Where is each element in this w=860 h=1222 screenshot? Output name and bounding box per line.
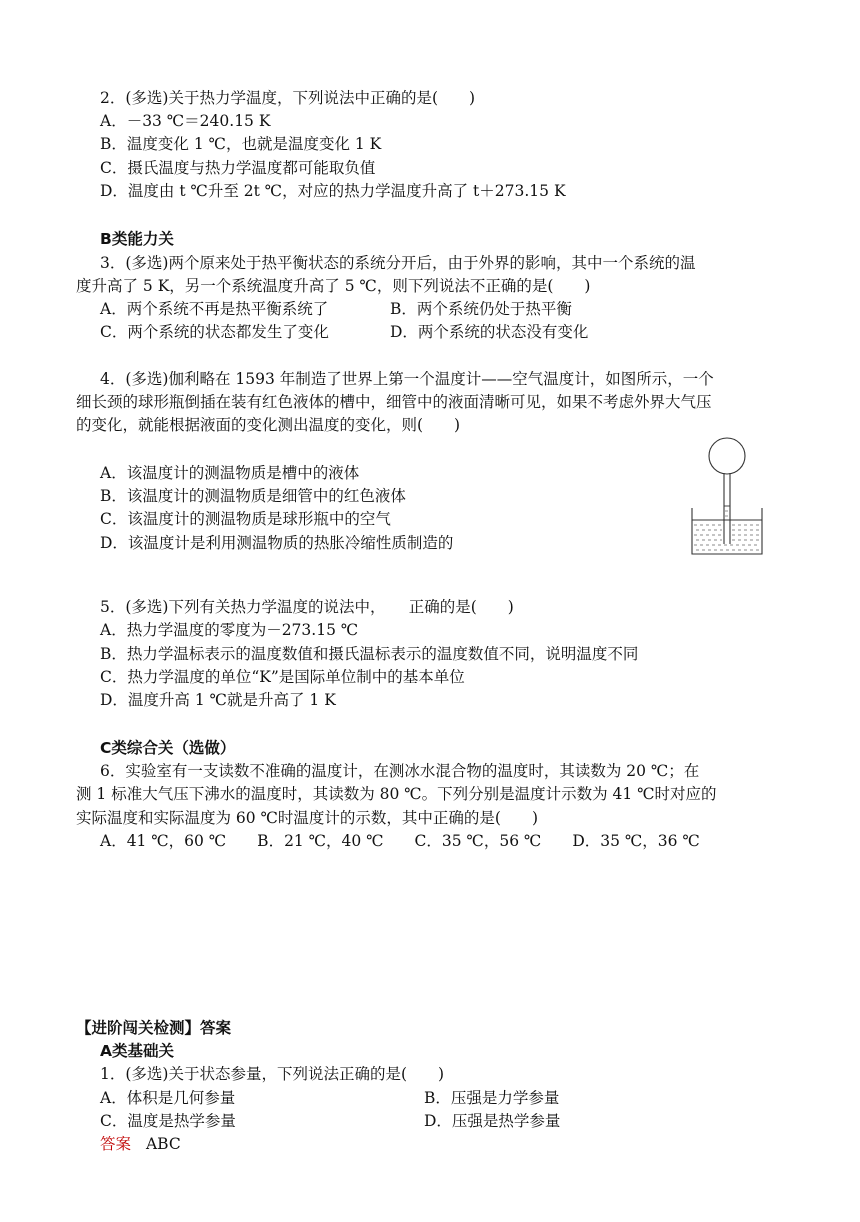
q6-stem-2: 测 1 标准大气压下沸水的温度时，其读数为 80 ℃。下列分别是温度计示数为 41 ℃时对应的	[76, 785, 717, 803]
q3-option-c: C．两个系统的状态都发生了变化	[100, 323, 329, 341]
q1-option-b: B．压强是力学参量	[424, 1089, 560, 1107]
q3-option-b: B．两个系统仍处于热平衡	[390, 300, 572, 318]
q2-stem: 2．(多选)关于热力学温度，下列说法中正确的是( )	[100, 89, 476, 107]
q5-option-b: B．热力学温标表示的温度数值和摄氏温标表示的温度数值不同，说明温度不同	[100, 645, 639, 663]
q1-stem: 1．(多选)关于状态参量，下列说法正确的是( )	[100, 1065, 445, 1083]
q4-stem-3: 的变化，就能根据液面的变化测出温度的变化，则( )	[76, 416, 461, 434]
q2-option-b: B．温度变化 1 ℃，也就是温度变化 1 K	[100, 135, 382, 153]
q5-option-a: A．热力学温度的零度为－273.15 ℃	[100, 621, 359, 639]
q4-option-b: B．该温度计的测温物质是细管中的红色液体	[100, 487, 406, 505]
section-b-heading: B类能力关	[100, 230, 174, 248]
answer-value: ABC	[145, 1135, 181, 1153]
q2-option-a: A．－33 ℃＝240.15 K	[100, 112, 271, 130]
q2-option-c: C．摄氏温度与热力学温度都可能取负值	[100, 159, 376, 177]
q4-option-d: D．该温度计是利用测温物质的热胀冷缩性质制造的	[100, 534, 454, 552]
q4-option-a: A．该温度计的测温物质是槽中的液体	[100, 464, 360, 482]
q3-option-d: D．两个系统的状态没有变化	[390, 323, 589, 341]
q6-stem-1: 6．实验室有一支读数不准确的温度计，在测冰水混合物的温度时，其读数为 20 ℃；在	[100, 762, 700, 780]
section-c-heading: C类综合关（选做）	[100, 739, 236, 757]
q2-option-d: D．温度由 t ℃升至 2t ℃，对应的热力学温度升高了 t＋273.15 K	[100, 182, 566, 200]
q3-stem-2: 度升高了 5 K，另一个系统温度升高了 5 ℃，则下列说法不正确的是( )	[76, 277, 591, 295]
q1-option-c: C．温度是热学参量	[100, 1112, 236, 1130]
q3-stem-1: 3．(多选)两个原来处于热平衡状态的系统分开后，由于外界的影响，其中一个系统的温	[100, 254, 696, 272]
q5-option-c: C．热力学温度的单位“K”是国际单位制中的基本单位	[100, 668, 465, 686]
air-thermometer-figure	[690, 436, 764, 558]
q6-options: A．41 ℃，60 ℃ B．21 ℃，40 ℃ C．35 ℃，56 ℃ D．35 ℃，36 ℃	[100, 832, 700, 850]
q4-option-c: C．该温度计的测温物质是球形瓶中的空气	[100, 510, 391, 528]
q5-option-d: D．温度升高 1 ℃就是升高了 1 K	[100, 691, 336, 709]
q1-option-a: A．体积是几何参量	[100, 1089, 236, 1107]
answer-section-heading: 【进阶闯关检测】答案	[76, 1019, 232, 1037]
q4-stem-2: 细长颈的球形瓶倒插在装有红色液体的槽中，细管中的液面清晰可见，如果不考虑外界大气压	[76, 393, 712, 411]
q1-answer	[100, 1133, 181, 1155]
q6-stem-3: 实际温度和实际温度为 60 ℃时温度计的示数，其中正确的是( )	[76, 809, 539, 827]
answer-label: 答案	[100, 1135, 132, 1153]
q1-option-d: D．压强是热学参量	[424, 1112, 561, 1130]
q5-stem: 5．(多选)下列有关热力学温度的说法中， 正确的是( )	[100, 598, 514, 616]
section-a-heading: A类基础关	[100, 1042, 174, 1060]
q4-stem-1: 4．(多选)伽利略在 1593 年制造了世界上第一个温度计——空气温度计，如图所示，一个	[100, 370, 714, 388]
q3-option-a: A．两个系统不再是热平衡系统了	[100, 300, 329, 318]
